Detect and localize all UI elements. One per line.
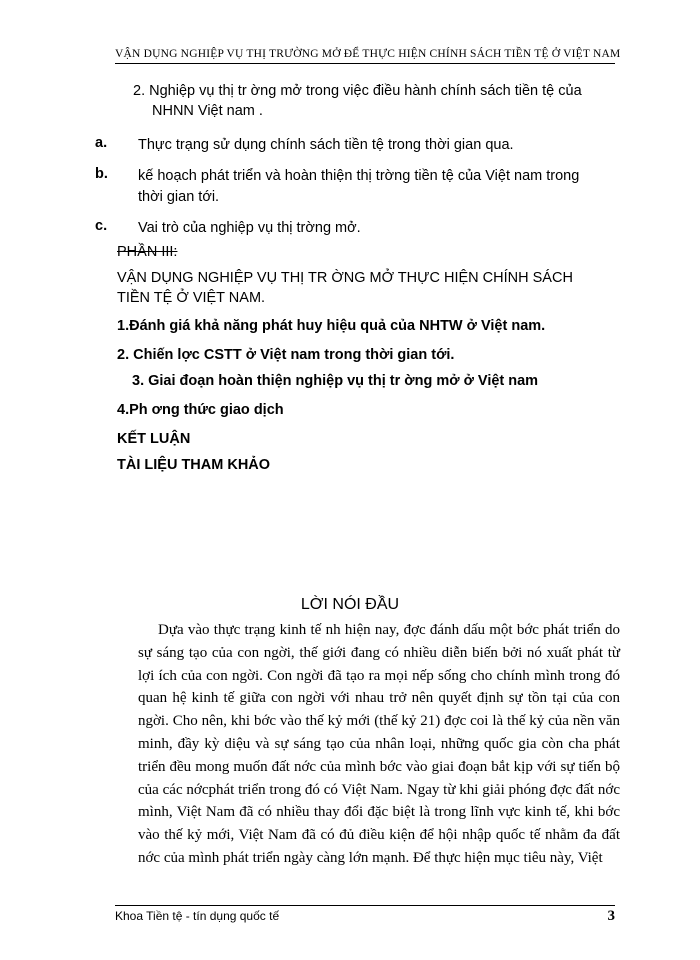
toc-item-b-line2: thời gian tới. <box>138 189 220 205</box>
section-2: 2. Chiến lợc CSTT ở Việt nam trong thời gian tới. <box>117 347 455 363</box>
section-1: 1.Đánh giá khả năng phát huy hiệu quả của NHTW ở Việt nam. <box>117 318 546 334</box>
running-header: VẬN DỤNG NGHIỆP VỤ THỊ TRƯỜNG MỞ ĐỂ THỰC HIỆN CHÍNH SÁCH TIỀN TỆ Ở VIỆT NAM <box>115 48 615 64</box>
toc-item-b-line1: kế hoạch phát triển và hoàn thiện thị trờng tiền tệ của Việt nam trong <box>138 168 580 184</box>
page-footer <box>115 905 615 923</box>
part3-title-line2: TIỀN TỆ Ở VIỆT NAM. <box>117 290 266 306</box>
toc-label-b: b. <box>95 166 108 182</box>
references-heading: TÀI LIỆU THAM KHẢO <box>117 457 271 473</box>
conclusion-heading: KẾT LUẬN <box>117 431 191 447</box>
toc-item-a: Thực trạng sử dụng chính sách tiền tệ trong thời gian qua. <box>138 137 514 153</box>
toc-item-2-line2: NHNN Việt nam . <box>152 103 263 119</box>
preface-title: LỜI NÓI ĐẦU <box>300 596 400 613</box>
section-4: 4.Ph ơng thức giao dịch <box>117 402 284 418</box>
part3-heading: PHẦN III: <box>117 244 178 260</box>
preface-paragraph: Dựa vào thực trạng kinh tế nh hiện nay, đợc đánh dấu một bớc phát triển do sự sáng tạo của con ngời, thế giới đang có nhiều diễn biến bởi nó xuất phát từ lợi ích của con ngời. Con ngời đã tạo ra mọi nếp sống cho chính mình trong đó quan hệ kinh tế giữa con ngời với nhau trở nên quyết định sự tồn tại của con ngời. Cho nên, khi bớc vào thế kỷ mới (thế kỷ 21) đợc coi là thế kỷ của nền văn minh, đầy kỳ diệu và sự sáng tạo của nhân loại, những quốc gia còn cha phát triển đều mong muốn đất nớc của mình bớc vào giai đoạn bắt kịp với sự tiến bộ của các nớcphát triển trong đó có Việt Nam. Ngay từ khi giải phóng đợc đất nớc mình, Việt Nam đã có nhiều thay đổi đặc biệt là trong lĩnh vực kinh tế, khi bớc vào thế kỷ mới, Việt Nam đã có đủ điều kiện để hội nhập quốc tế nhằm đa đất nớc của mình phát triển ngày càng lớn mạnh. Để thực hiện mục tiêu này, Việt <box>138 622 620 866</box>
toc-item-2-line1: 2. Nghiệp vụ thị tr ờng mở trong việc điều hành chính sách tiền tệ của <box>133 83 582 99</box>
toc-label-c: c. <box>95 218 108 234</box>
toc-label-a: a. <box>95 135 108 151</box>
toc-item-c: Vai trò của nghiệp vụ thị trờng mở. <box>138 220 361 236</box>
footer-faculty: Khoa Tiền tệ - tín dụng quốc tế <box>115 909 280 923</box>
page-number: 3 <box>607 908 615 924</box>
section-3: 3. Giai đoạn hoàn thiện nghiệp vụ thị tr ờng mở ở Việt nam <box>132 373 539 389</box>
part3-title-line1: VẬN DỤNG NGHIỆP VỤ THỊ TR ỜNG MỞ THỰC HIỆN CHÍNH SÁCH <box>117 270 573 286</box>
